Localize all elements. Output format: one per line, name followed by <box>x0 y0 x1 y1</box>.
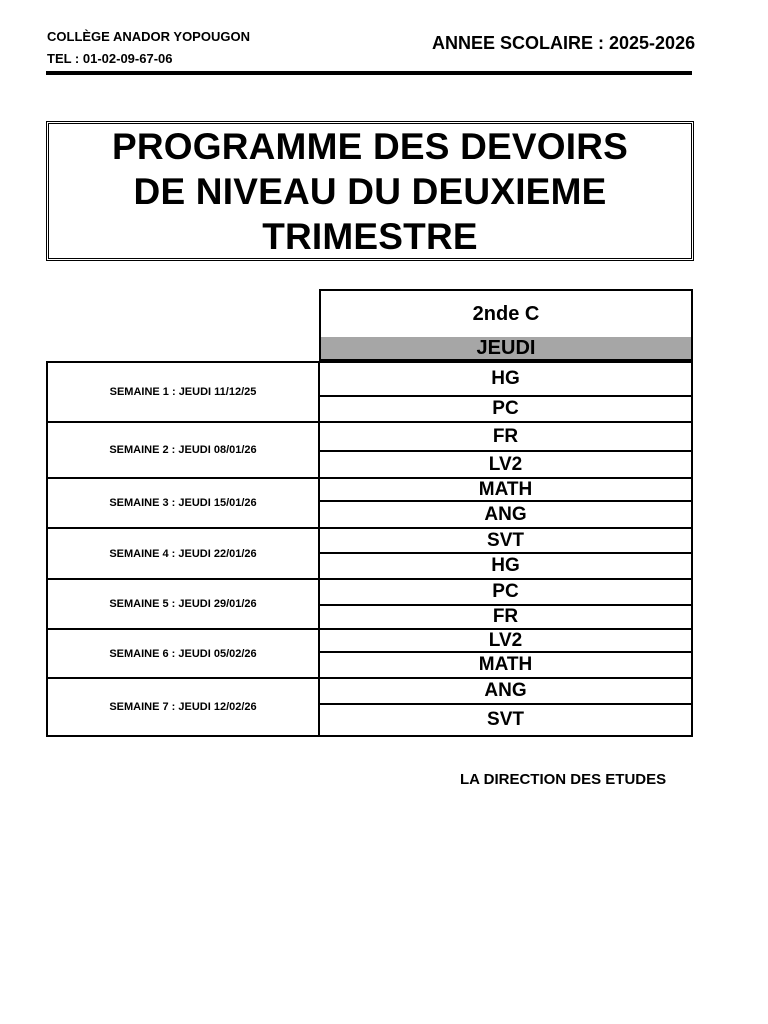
schedule-table <box>46 361 693 737</box>
signature: LA DIRECTION DES ETUDES <box>460 771 667 788</box>
subject-cell: HG <box>319 553 692 579</box>
subject-cell: FR <box>319 605 692 629</box>
table-row <box>47 528 692 553</box>
week-label: SEMAINE 5 : JEUDI 29/01/26 <box>47 579 319 629</box>
subject-cell: SVT <box>319 704 692 736</box>
week-label: SEMAINE 1 : JEUDI 11/12/25 <box>47 362 319 422</box>
week-label: SEMAINE 2 : JEUDI 08/01/26 <box>47 422 319 478</box>
school-phone: TEL : 01-02-09-67-06 <box>47 51 173 66</box>
subject-cell: PC <box>319 579 692 605</box>
subject-cell: FR <box>319 422 692 451</box>
subject-cell: MATH <box>319 478 692 501</box>
week-label: SEMAINE 6 : JEUDI 05/02/26 <box>47 629 319 678</box>
school-name: COLLÈGE ANADOR YOPOUGON <box>47 29 250 44</box>
title-line: PROGRAMME DES DEVOIRS <box>111 125 629 167</box>
page-title <box>112 124 628 259</box>
table-row <box>47 629 692 652</box>
subject-cell: PC <box>319 396 692 422</box>
subject-cell: MATH <box>319 652 692 678</box>
subject-cell: ANG <box>319 678 692 704</box>
day-header: JEUDI <box>319 337 693 361</box>
table-row <box>47 678 692 704</box>
table-row <box>47 362 692 396</box>
week-label: SEMAINE 3 : JEUDI 15/01/26 <box>47 478 319 528</box>
subject-cell: LV2 <box>319 629 692 652</box>
table-row <box>47 478 692 501</box>
table-row <box>47 579 692 605</box>
class-header: 2nde C <box>319 289 693 339</box>
school-year: ANNEE SCOLAIRE : 2025-2026 <box>432 33 696 53</box>
title-line: TRIMESTRE <box>262 215 478 257</box>
subject-cell: LV2 <box>319 451 692 478</box>
subject-cell: HG <box>319 362 692 396</box>
week-label: SEMAINE 4 : JEUDI 22/01/26 <box>47 528 319 579</box>
table-row <box>47 422 692 451</box>
subject-cell: SVT <box>319 528 692 553</box>
header-rule <box>46 71 692 75</box>
title-box <box>46 121 694 261</box>
subject-cell: ANG <box>319 501 692 528</box>
title-line: DE NIVEAU DU DEUXIEME <box>133 170 607 212</box>
week-label: SEMAINE 7 : JEUDI 12/02/26 <box>47 678 319 736</box>
